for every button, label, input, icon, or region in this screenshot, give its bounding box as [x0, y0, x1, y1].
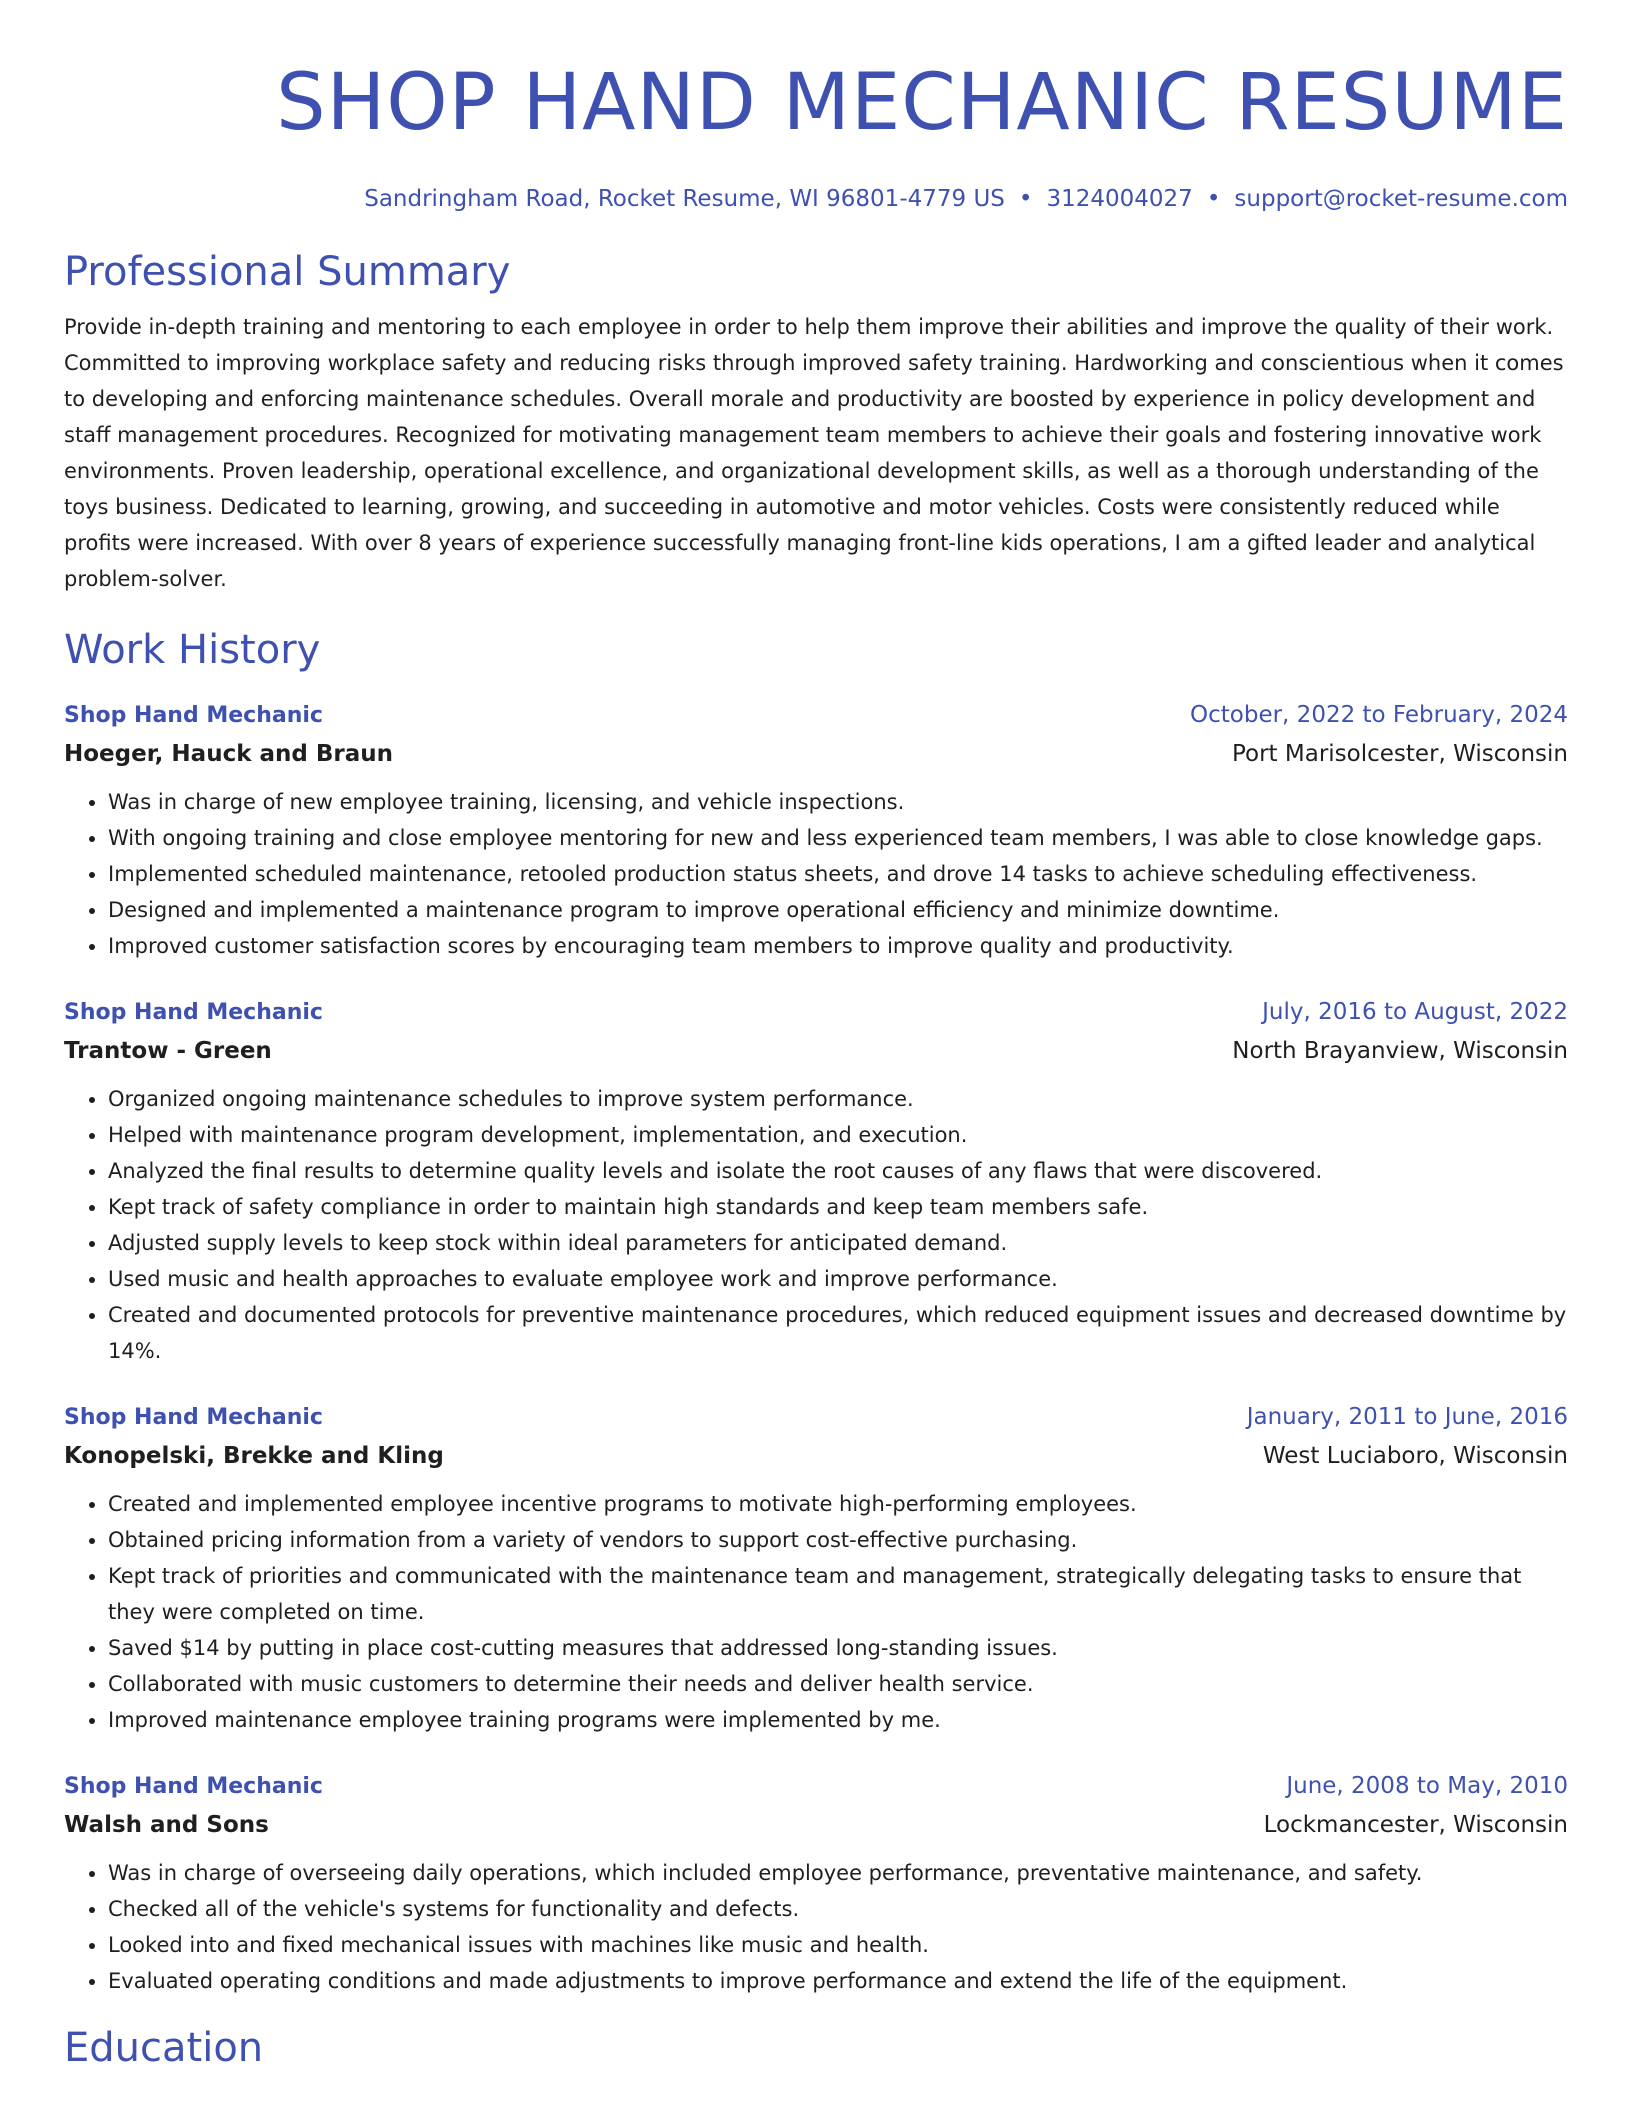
job-bullet: • Was in charge of new employee training, licensing, and vehicle inspections. [108, 784, 1568, 820]
resume-title: SHOP HAND MECHANIC RESUME [276, 58, 1568, 148]
job-location: North Brayanview, Wisconsin [1232, 1038, 1568, 1064]
job-bullet: • Created and implemented employee incentive programs to motivate high-performing employees. [108, 1486, 1568, 1522]
contact-separator: • [1018, 186, 1033, 212]
job-dates: January, 2011 to June, 2016 [1246, 1404, 1568, 1430]
job-bullet: • Kept track of priorities and communicated with the maintenance team and management, strategically delegating tasks to ensure that they were completed on time. [108, 1558, 1568, 1630]
job-company: Trantow - Green [64, 1038, 272, 1064]
contact-separator: • [1206, 186, 1221, 212]
contact-address: Sandringham Road, Rocket Resume, WI 96801-4779 US [364, 186, 1005, 212]
job-bullet: • Kept track of safety compliance in order to maintain high standards and keep team members safe. [108, 1189, 1568, 1225]
job-location: Port Marisolcester, Wisconsin [1231, 741, 1568, 767]
contact-phone: 3124004027 [1046, 186, 1193, 212]
job-bullet: • Improved maintenance employee training programs were implemented by me. [108, 1702, 1568, 1738]
job-bullet: • Looked into and fixed mechanical issues with machines like music and health. [108, 1927, 1568, 1963]
job-company: Hoeger, Hauck and Braun [64, 741, 394, 767]
section-title-work-history: Work History [64, 627, 321, 673]
job-company: Walsh and Sons [64, 1812, 269, 1838]
job-entry [64, 1768, 1568, 1999]
job-title: Shop Hand Mechanic [64, 1405, 323, 1430]
section-title-professional-summary: Professional Summary [64, 249, 511, 295]
job-bullet: • With ongoing training and close employee mentoring for new and less experienced team members, I was able to close knowledge gaps. [108, 820, 1568, 856]
job-location: West Luciaboro, Wisconsin [1262, 1443, 1568, 1469]
job-bullet: • Obtained pricing information from a variety of vendors to support cost-effective purchasing. [108, 1522, 1568, 1558]
job-title: Shop Hand Mechanic [64, 703, 323, 728]
job-bullet: • Implemented scheduled maintenance, retooled production status sheets, and drove 14 tasks to achieve scheduling effectiveness. [108, 856, 1568, 892]
job-bullet: • Improved customer satisfaction scores by encouraging team members to improve quality and productivity. [108, 928, 1568, 964]
job-bullet: • Helped with maintenance program development, implementation, and execution. [108, 1117, 1568, 1153]
section-title-education: Education [64, 2025, 264, 2071]
contact-email: support@rocket-resume.com [1234, 186, 1568, 212]
job-bullet: • Collaborated with music customers to determine their needs and deliver health service. [108, 1666, 1568, 1702]
job-company: Konopelski, Brekke and Kling [64, 1443, 444, 1469]
job-bullet: • Checked all of the vehicle's systems for functionality and defects. [108, 1891, 1568, 1927]
job-bullet: • Organized ongoing maintenance schedules to improve system performance. [108, 1081, 1568, 1117]
job-dates: October, 2022 to February, 2024 [1190, 702, 1568, 728]
job-bullet: • Evaluated operating conditions and made adjustments to improve performance and extend the life of the equipment. [108, 1963, 1568, 1999]
job-entry [64, 1399, 1568, 1738]
job-bullet: • Adjusted supply levels to keep stock within ideal parameters for anticipated demand. [108, 1225, 1568, 1261]
summary-text: Provide in-depth training and mentoring to each employee in order to help them improve their abilities and improve the quality of their work. Committed to improving workplace safety and reducing risks through improved safety training. Hardworking and conscientious when it comes to developing and enforcing maintenance schedules. Overall morale and productivity are boosted by experience in policy development and staff management procedures. Recognized for motivating management team members to achieve their goals and fostering innovative work environments. Proven leadership, operational excellence, and organizational development skills, as well as a thorough understanding of the toys business. Dedicated to learning, growing, and succeeding in automotive and motor vehicles. Costs were consistently reduced while profits were increased. With over 8 years of experience successfully managing front-line kids operations, I am a gifted leader and analytical problem-solver. [64, 315, 1564, 591]
job-bullet: • Analyzed the final results to determine quality levels and isolate the root causes of any flaws that were discovered. [108, 1153, 1568, 1189]
job-bullet: • Saved $14 by putting in place cost-cutting measures that addressed long-standing issues. [108, 1630, 1568, 1666]
job-bullet-list [64, 1081, 1568, 1369]
job-title: Shop Hand Mechanic [64, 1774, 323, 1799]
job-bullet: • Created and documented protocols for preventive maintenance procedures, which reduced equipment issues and decreased downtime by 14%. [108, 1297, 1568, 1369]
contact-line [64, 183, 1568, 215]
job-entry [64, 697, 1568, 964]
job-title: Shop Hand Mechanic [64, 1000, 323, 1025]
job-bullet-list [64, 784, 1568, 964]
job-dates: June, 2008 to May, 2010 [1286, 1773, 1568, 1799]
job-bullet: • Designed and implemented a maintenance program to improve operational efficiency and minimize downtime. [108, 892, 1568, 928]
job-entry [64, 994, 1568, 1369]
job-bullet-list [64, 1486, 1568, 1738]
job-bullet-list [64, 1855, 1568, 1999]
job-location: Lockmancester, Wisconsin [1263, 1812, 1568, 1838]
job-bullet: • Used music and health approaches to evaluate employee work and improve performance. [108, 1261, 1568, 1297]
resume-page [64, 0, 1568, 2075]
job-bullet: • Was in charge of overseeing daily operations, which included employee performance, preventative maintenance, and safety. [108, 1855, 1568, 1891]
job-dates: July, 2016 to August, 2022 [1262, 999, 1568, 1025]
